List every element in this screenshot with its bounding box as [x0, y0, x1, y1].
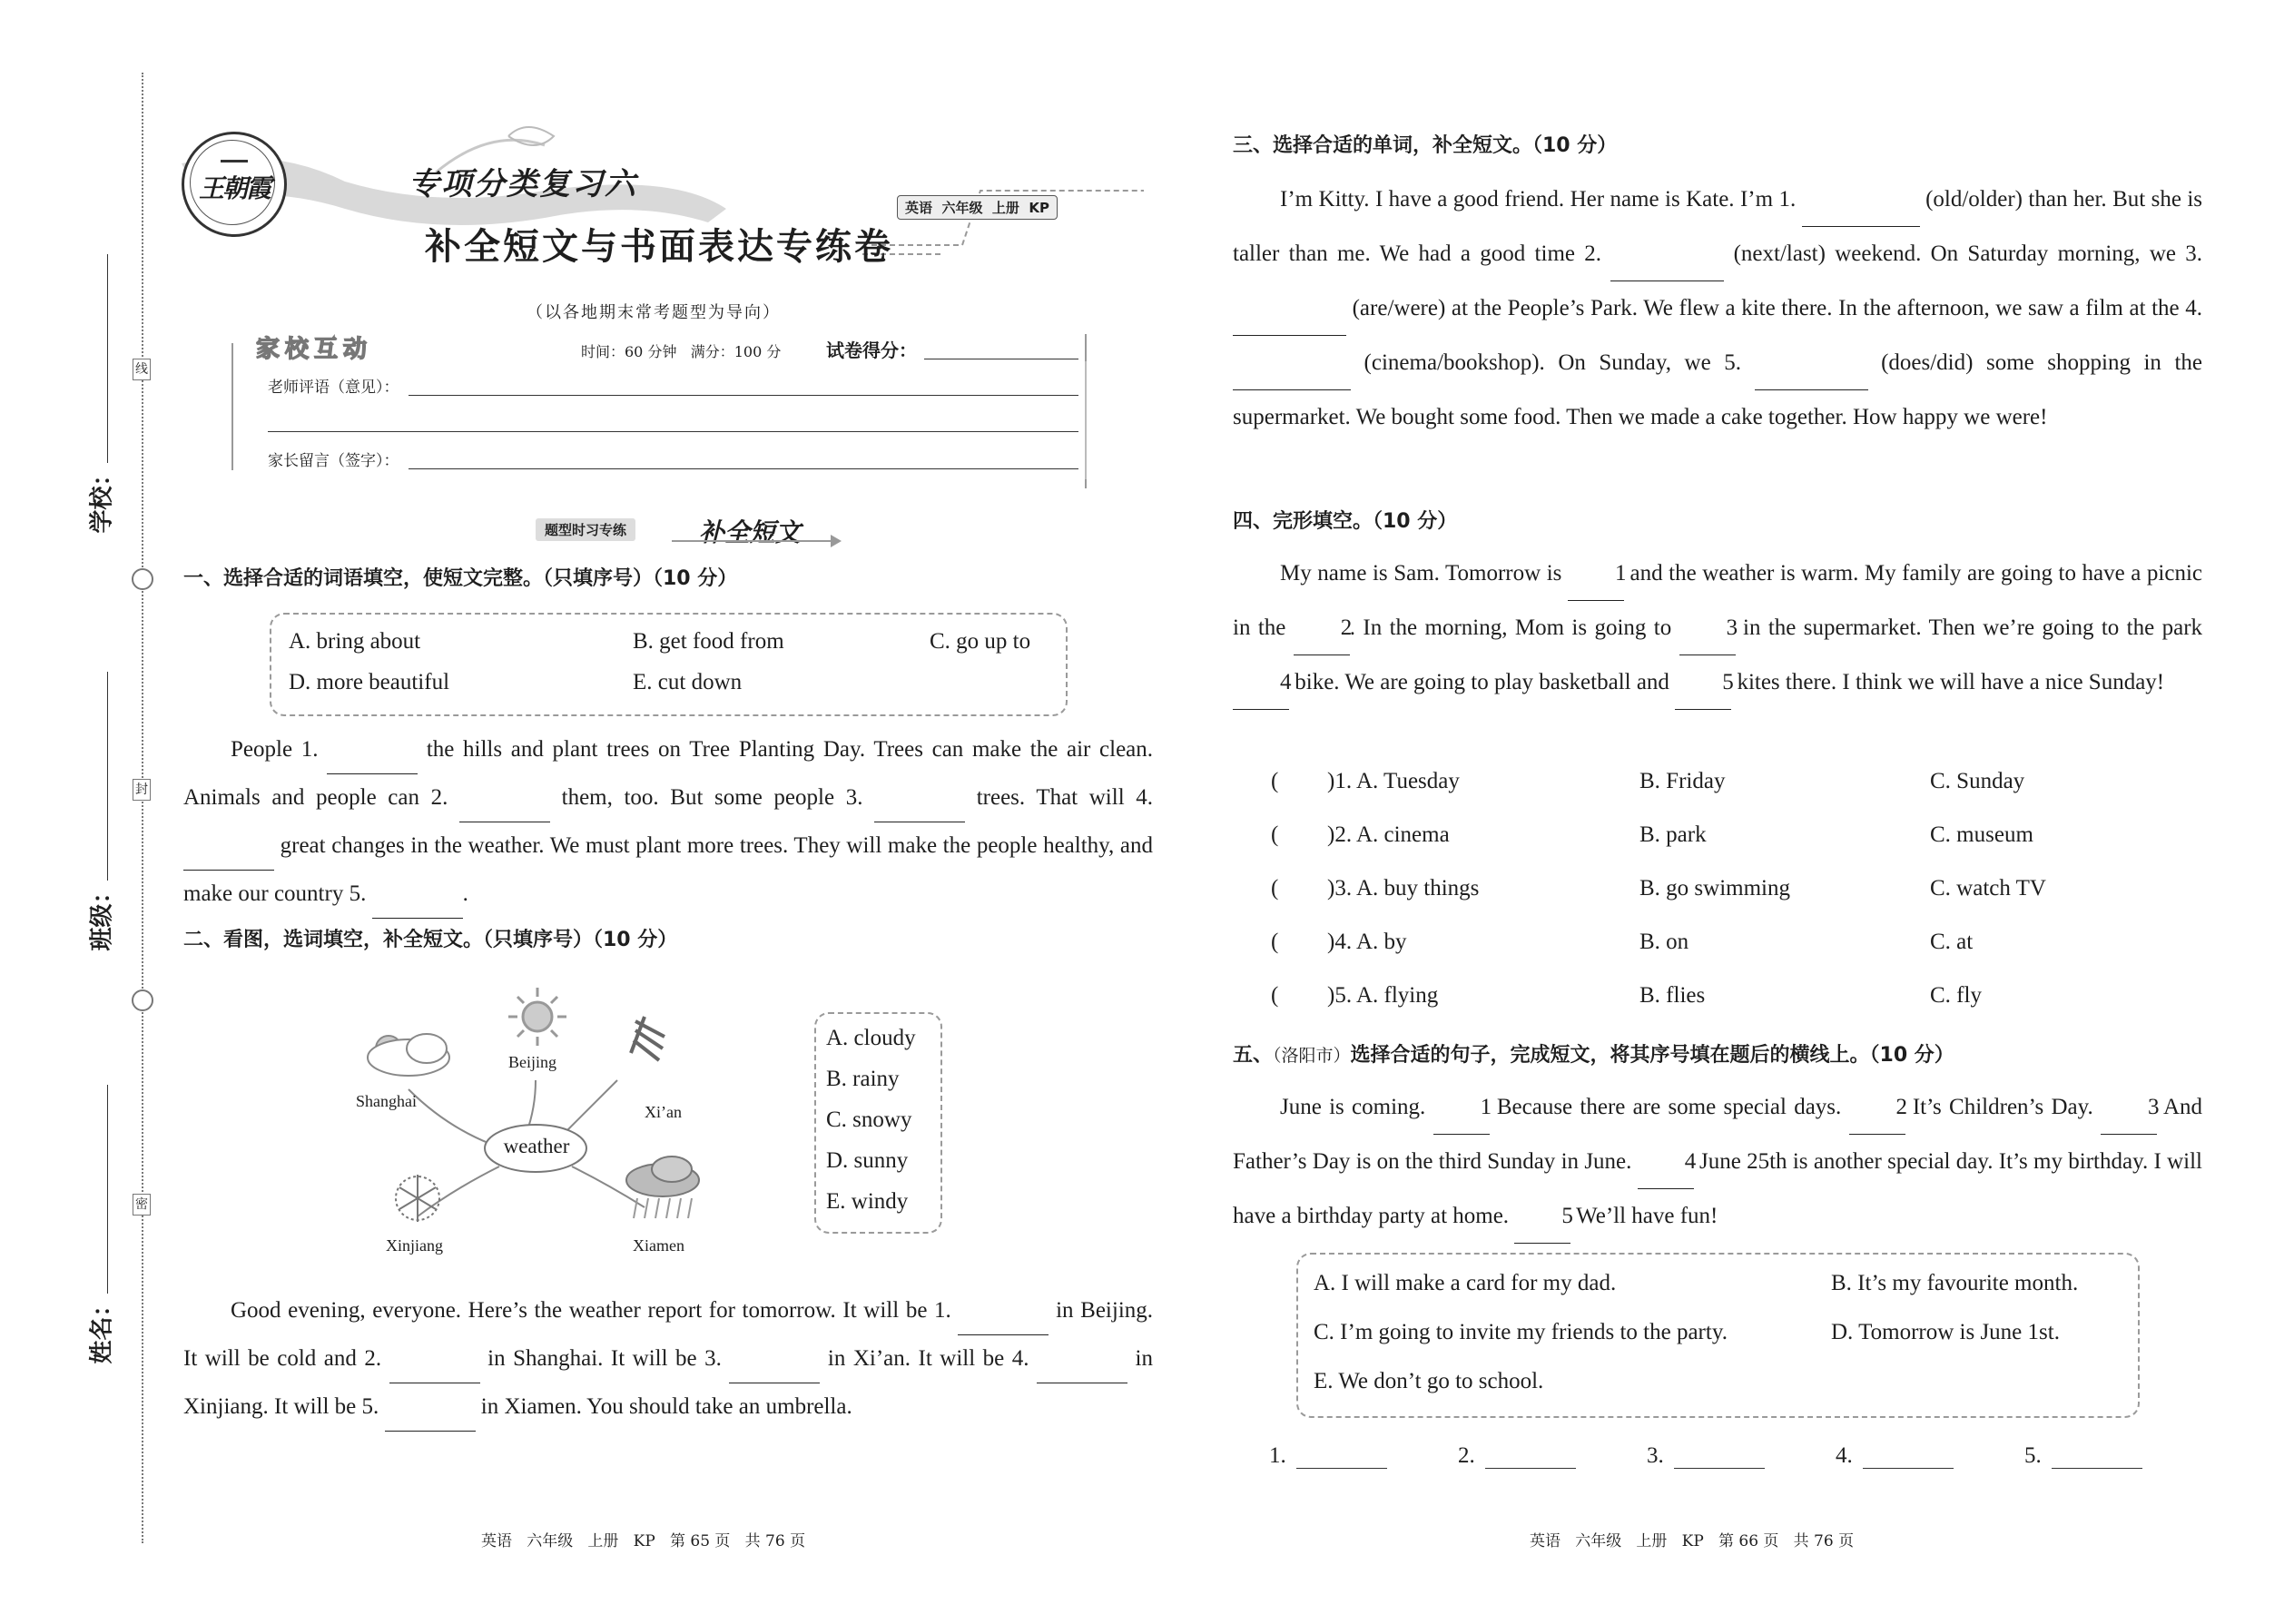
weather-mind-map	[345, 980, 744, 1271]
part1-option-c: C. go up to	[930, 629, 1031, 654]
part4-q5-c: C. fly	[1930, 983, 1982, 1008]
subtitle: （以各地期末常考题型为导向）	[527, 303, 781, 322]
series-title: 专项分类复习六	[409, 166, 637, 202]
part4-q4-c: C. at	[1930, 930, 1974, 954]
part4-q4-paren: (	[1271, 930, 1279, 954]
city-xinjiang: Xinjiang	[386, 1236, 443, 1255]
part4-q5-paren: (	[1271, 983, 1279, 1008]
page-footer-right: 英语 六年级 上册 KP 第 66 页 共 76 页	[1530, 1532, 1855, 1550]
seal-mark-secret: 密	[133, 1194, 151, 1216]
part5-option-b: B. It’s my favourite month.	[1831, 1271, 2079, 1295]
part4-q1-b: B. Friday	[1639, 769, 1726, 793]
part4-q2-a: )2. A. cinema	[1327, 822, 1450, 847]
part4-q3-paren: (	[1271, 876, 1279, 901]
binding-circle-2	[132, 989, 153, 1011]
school-label: 学校：	[88, 462, 116, 534]
part3-blank-4[interactable]	[1233, 336, 1351, 390]
part4-blank-3[interactable]: 3	[1679, 601, 1736, 655]
part5-answer-2-line[interactable]	[1485, 1468, 1576, 1469]
part5-option-c: C. I’m going to invite my friends to the party.	[1314, 1320, 1728, 1344]
part5-blank-5[interactable]: 5	[1514, 1189, 1570, 1244]
part1-title: 一、选择合适的词语填空，使短文完整。（只填序号）（10 分）	[183, 567, 738, 590]
part5-option-e: E. We don’t go to school.	[1314, 1369, 1544, 1393]
city-shanghai: Shanghai	[356, 1092, 417, 1110]
school-field[interactable]	[82, 254, 118, 536]
part2-passage: Good evening, everyone. Here’s the weather report for tomorrow. It will be 1. in Beijing. It will be cold and 2. in Shanghai. It will be 3. in Xi’an. It will be 4. in Xinjiang. It will be 5. in Xiamen. You should take an umbrella.	[183, 1287, 1153, 1432]
part5-answer-5-line[interactable]	[2052, 1468, 2142, 1469]
brand-crown-icon	[221, 145, 248, 162]
part2-option-b: B. rainy	[826, 1067, 900, 1091]
part2-blank-5[interactable]	[385, 1383, 476, 1432]
part5-answer-1-label: 1.	[1269, 1443, 1286, 1468]
part4-q4-b: B. on	[1639, 930, 1689, 954]
brand-logo	[182, 132, 287, 237]
map-center-label: weather	[503, 1135, 570, 1157]
part1-passage: People 1. the hills and plant trees on Tree Planting Day. Trees can make the air clean. Animals and people can 2. them, too. But some people 3. trees. That will 4. great changes in the weather. We must plant more trees. They will make the people healthy, and make our country 5. .	[183, 726, 1153, 919]
parent-comment-label: 家长留言（签字）：	[268, 452, 399, 470]
part1-blank-3[interactable]	[874, 774, 965, 822]
part5-blank-4[interactable]: 4	[1638, 1135, 1694, 1189]
snowflake-icon	[396, 1175, 439, 1222]
seal-mark-seal: 封	[133, 779, 151, 801]
part5-blank-3[interactable]: 3	[2101, 1080, 2157, 1135]
part5-passage: June is coming. 1 Because there are some special days. 2 It’s Children’s Day. 3 And Father’s Day is on the third Sunday in June. 4 June 25th is another special day. It’s my birthday. I will have a birthday party at home. 5 We’ll have fun!	[1233, 1080, 2202, 1244]
part4-q4-a: )4. A. by	[1327, 930, 1407, 954]
part4-q3-c: C. watch TV	[1930, 876, 2046, 901]
parent-comment-line[interactable]	[409, 468, 1078, 469]
part2-blank-3[interactable]	[729, 1335, 820, 1383]
main-title: 补全短文与书面表达专练卷	[425, 226, 893, 267]
city-xian: Xi’an	[645, 1103, 682, 1121]
part5-answer-2-label: 2.	[1458, 1443, 1475, 1468]
part4-q1-c: C. Sunday	[1930, 769, 2025, 793]
part2-option-e: E. windy	[826, 1189, 909, 1214]
part4-q1-a: )1. A. Tuesday	[1327, 769, 1460, 793]
subject-tag: 英语 六年级 上册 KP	[897, 195, 1058, 220]
city-xiamen: Xiamen	[633, 1236, 684, 1255]
part1-option-a: A. bring about	[289, 629, 421, 654]
part3-blank-5[interactable]	[1755, 336, 1868, 390]
part4-blank-1[interactable]: 1	[1568, 546, 1624, 601]
class-field[interactable]	[82, 672, 118, 953]
part5-answer-1-line[interactable]	[1296, 1468, 1387, 1469]
class-label: 班级：	[88, 880, 116, 951]
name-field[interactable]	[82, 1085, 118, 1366]
part5-answer-4-label: 4.	[1836, 1443, 1853, 1468]
cloud-icon	[368, 1034, 449, 1076]
name-label: 姓名：	[88, 1293, 116, 1364]
part3-blank-1[interactable]	[1802, 172, 1920, 227]
part5-title: 五、（洛阳市）选择合适的句子，完成短文，将其序号填在题后的横线上。（10 分）	[1233, 1044, 1954, 1067]
part3-blank-2[interactable]	[1610, 227, 1724, 281]
part4-title: 四、完形填空。（10 分）	[1233, 510, 1458, 533]
brand-logo-text: 王朝霞	[198, 175, 270, 203]
part1-blank-1[interactable]	[327, 726, 418, 774]
banner-arrow-icon	[831, 535, 842, 547]
part5-answer-5-label: 5.	[2024, 1443, 2042, 1468]
part5-blank-1[interactable]: 1	[1433, 1080, 1490, 1135]
binding-circle-1	[132, 568, 153, 590]
part1-option-e: E. cut down	[633, 670, 743, 694]
part1-option-d: D. more beautiful	[289, 670, 450, 694]
part2-option-d: D. sunny	[826, 1148, 909, 1173]
part4-q2-c: C. museum	[1930, 822, 2033, 847]
part4-blank-5[interactable]: 5	[1675, 655, 1731, 710]
part5-blank-2[interactable]: 2	[1849, 1080, 1905, 1135]
part3-title: 三、选择合适的单词，补全短文。（10 分）	[1233, 134, 1618, 157]
part3-blank-3[interactable]	[1233, 281, 1346, 336]
time-info: 时间：60 分钟 满分：100 分	[581, 343, 782, 360]
part1-blank-2[interactable]	[459, 774, 550, 822]
part5-title-city: （洛阳市）	[1273, 1046, 1351, 1066]
part4-blank-4[interactable]: 4	[1233, 655, 1289, 710]
sun-icon	[508, 988, 566, 1046]
binding-dotted-line	[142, 73, 143, 1543]
part4-q1-paren: (	[1271, 769, 1279, 793]
part1-blank-4[interactable]	[183, 822, 274, 871]
part2-option-c: C. snowy	[826, 1107, 912, 1132]
teacher-comment-line-1[interactable]	[409, 395, 1078, 396]
part5-answer-3-line[interactable]	[1674, 1468, 1765, 1469]
part3-passage: I’m Kitty. I have a good friend. Her name is Kate. I’m 1. (old/older) than her. But she is taller than me. We had a good time 2. (next/last) weekend. On Saturday morning, we 3. (are/were) at the People’s Park. We flew a kite there. In the afternoon, we saw a film at the 4. (cinema/bookshop). On Sunday, we 5. (does/did) some shopping in the supermarket. We bought some food. Then we made a cake together. How happy we were!	[1233, 172, 2202, 444]
rain-cloud-icon	[626, 1156, 699, 1218]
part2-title: 二、看图，选词填空，补全短文。（只填序号）（10 分）	[183, 929, 678, 951]
section-banner-tag: 题型时习专练	[536, 518, 635, 541]
seal-mark-line: 线	[133, 359, 151, 380]
city-beijing: Beijing	[508, 1053, 556, 1071]
part2-blank-1[interactable]	[958, 1287, 1049, 1335]
part4-q3-b: B. go swimming	[1639, 876, 1790, 901]
part5-answer-3-label: 3.	[1647, 1443, 1664, 1468]
part1-blank-5[interactable]	[372, 871, 463, 919]
part4-q5-a: )5. A. flying	[1327, 983, 1439, 1008]
section-banner-title: 补全短文	[699, 517, 802, 547]
teacher-comment-label: 老师评语（意见）：	[268, 379, 399, 397]
score-label: 试卷得分：	[826, 340, 917, 361]
part4-q2-paren: (	[1271, 822, 1279, 847]
page-footer-left: 英语 六年级 上册 KP 第 65 页 共 76 页	[481, 1532, 806, 1550]
part2-option-a: A. cloudy	[826, 1026, 916, 1050]
part5-option-a: A. I will make a card for my dad.	[1314, 1271, 1617, 1295]
part1-option-b: B. get food from	[633, 629, 784, 654]
home-school-label: 家校互动	[256, 336, 373, 363]
part4-q3-a: )3. A. buy things	[1327, 876, 1480, 901]
part2-blank-4[interactable]	[1037, 1335, 1127, 1383]
wind-icon	[631, 1017, 665, 1060]
part4-blank-2[interactable]: 2	[1294, 601, 1350, 655]
part4-passage: My name is Sam. Tomorrow is 1 and the weather is warm. My family are going to have a picnic in the 2. In the morning, Mom is going to 3 in the supermarket. Then we’re going to the park 4 bike. We are going to play basketball and 5 kites there. I think we will have a nice Sunday!	[1233, 546, 2202, 710]
part5-answer-4-line[interactable]	[1863, 1468, 1954, 1469]
part2-blank-2[interactable]	[389, 1335, 480, 1383]
teacher-comment-line-2[interactable]	[268, 431, 1078, 432]
part5-option-d: D. Tomorrow is June 1st.	[1831, 1320, 2060, 1344]
part4-q5-b: B. flies	[1639, 983, 1706, 1008]
section-banner	[536, 513, 853, 549]
part4-q2-b: B. park	[1639, 822, 1707, 847]
